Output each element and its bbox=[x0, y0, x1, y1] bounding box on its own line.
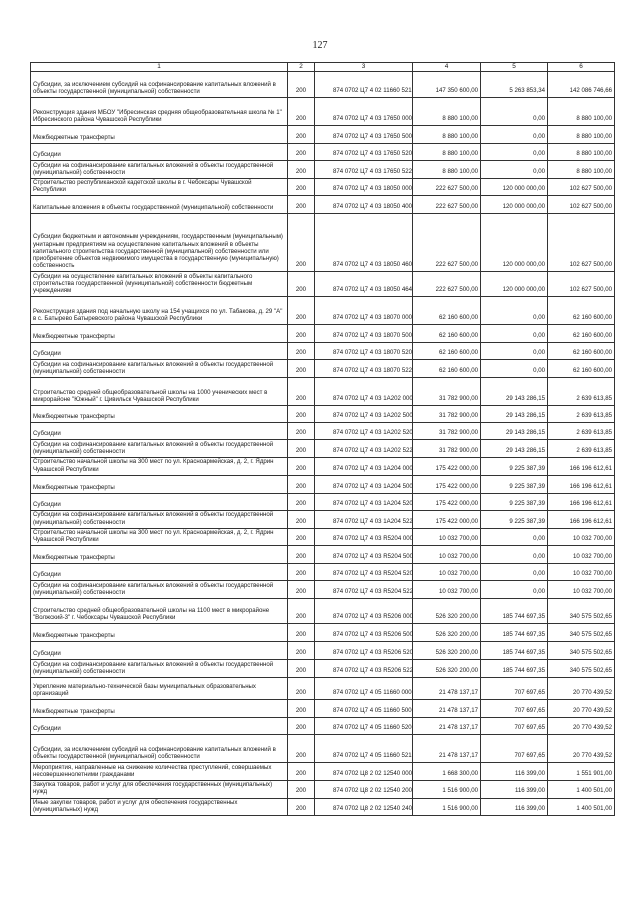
table-row bbox=[31, 144, 615, 161]
row-classifier-code: 874 0702 Ц7 4 03 R5204 520 bbox=[315, 564, 413, 581]
row-classifier-code: 874 0702 Ц7 4 03 R5204 500 bbox=[315, 546, 413, 564]
row-value-col4: 175 422 000,00 bbox=[413, 475, 481, 493]
row-name: Укрепление материально-технической базы муниципальных образовательных организаций bbox=[31, 678, 288, 700]
table-row bbox=[31, 297, 615, 325]
table-row bbox=[31, 718, 615, 735]
row-value-col6: 8 880 100,00 bbox=[548, 98, 615, 126]
row-value-col4: 21 478 137,17 bbox=[413, 735, 481, 763]
row-value-col6: 20 770 439,52 bbox=[548, 700, 615, 718]
table-row bbox=[31, 510, 615, 528]
row-value-col5: 185 744 697,35 bbox=[481, 660, 548, 678]
row-name: Реконструкция здания под начальную школу на 154 учащихся по ул. Табакова, д. 29 "А" в с. Батырево Батыревского района Чувашской Республики bbox=[31, 297, 288, 325]
row-value-col6: 10 032 700,00 bbox=[548, 564, 615, 581]
page-number: 127 bbox=[312, 40, 328, 51]
row-value-col4: 526 320 200,00 bbox=[413, 624, 481, 642]
row-classifier-code: 874 0702 Ц7 4 03 1А202 522 bbox=[315, 440, 413, 458]
row-value-col4: 175 422 000,00 bbox=[413, 493, 481, 510]
row-classifier-code: 874 0702 Ц7 4 03 18050 000 bbox=[315, 179, 413, 196]
row-value-col5: 116 399,00 bbox=[481, 763, 548, 781]
row-value-col6: 1 400 501,00 bbox=[548, 781, 615, 798]
row-classifier-code: 874 0702 Ц7 4 03 18070 500 bbox=[315, 325, 413, 343]
row-value-col6: 2 639 613,85 bbox=[548, 440, 615, 458]
table-header bbox=[31, 63, 615, 72]
table-row bbox=[31, 378, 615, 406]
table-row bbox=[31, 179, 615, 196]
row-value-col4: 1 516 900,00 bbox=[413, 798, 481, 815]
row-value-col4: 21 478 137,17 bbox=[413, 700, 481, 718]
table-row bbox=[31, 546, 615, 564]
row-classifier-code: 874 0702 Ц7 4 05 11660 500 bbox=[315, 700, 413, 718]
row-value-col5: 29 143 286,15 bbox=[481, 440, 548, 458]
row-code: 200 bbox=[288, 325, 315, 343]
row-value-col5: 0,00 bbox=[481, 564, 548, 581]
row-value-col6: 20 770 439,52 bbox=[548, 718, 615, 735]
table-row bbox=[31, 763, 615, 781]
row-value-col6: 20 770 439,52 bbox=[548, 678, 615, 700]
row-name: Субсидии на софинансирование капитальных вложений в объекты государственной (муниципальной) собственности bbox=[31, 581, 288, 599]
row-classifier-code: 874 0702 Ц7 4 03 17650 000 bbox=[315, 98, 413, 126]
row-value-col5: 0,00 bbox=[481, 126, 548, 144]
header-col-4: 4 bbox=[413, 63, 481, 72]
row-value-col4: 62 160 600,00 bbox=[413, 343, 481, 360]
row-classifier-code: 874 0702 Ц7 4 03 R5206 520 bbox=[315, 642, 413, 660]
row-value-col5: 29 143 286,15 bbox=[481, 423, 548, 440]
table-row bbox=[31, 798, 615, 815]
row-name: Межбюджетные трансферты bbox=[31, 475, 288, 493]
row-code: 200 bbox=[288, 196, 315, 214]
row-code: 200 bbox=[288, 700, 315, 718]
row-value-col6: 62 160 600,00 bbox=[548, 360, 615, 378]
row-value-col5: 120 000 000,00 bbox=[481, 196, 548, 214]
row-classifier-code: 874 0702 Ц7 4 03 1А204 520 bbox=[315, 493, 413, 510]
row-code: 200 bbox=[288, 161, 315, 179]
row-name: Строительство средней общеобразовательной школы на 1000 ученических мест в микрорайоне "Южный" г. Цивильск Чувашской Республики bbox=[31, 378, 288, 406]
row-value-col6: 1 400 501,00 bbox=[548, 798, 615, 815]
row-value-col5: 5 263 853,34 bbox=[481, 72, 548, 98]
row-value-col5: 185 744 697,35 bbox=[481, 642, 548, 660]
row-classifier-code: 874 0702 Ц8 2 02 12540 240 bbox=[315, 798, 413, 815]
table-row bbox=[31, 272, 615, 297]
table-row bbox=[31, 72, 615, 98]
row-classifier-code: 874 0702 Ц7 4 03 18050 460 bbox=[315, 214, 413, 272]
row-value-col6: 102 627 500,00 bbox=[548, 196, 615, 214]
table-row bbox=[31, 700, 615, 718]
row-value-col5: 0,00 bbox=[481, 546, 548, 564]
table-row bbox=[31, 196, 615, 214]
header-col-3: 3 bbox=[315, 63, 413, 72]
row-name: Субсидии bbox=[31, 642, 288, 660]
header-col-6: 6 bbox=[548, 63, 615, 72]
row-value-col6: 10 032 700,00 bbox=[548, 581, 615, 599]
row-name: Субсидии, за исключением субсидий на софинансирование капитальных вложений в объекты государственной (муниципальной) собственности bbox=[31, 735, 288, 763]
table-row bbox=[31, 161, 615, 179]
row-name: Субсидии на софинансирование капитальных вложений в объекты государственной (муниципальной) собственности bbox=[31, 161, 288, 179]
row-value-col6: 2 639 613,85 bbox=[548, 378, 615, 406]
row-classifier-code: 874 0702 Ц7 4 03 1А204 000 bbox=[315, 458, 413, 475]
row-code: 200 bbox=[288, 735, 315, 763]
row-value-col6: 102 627 500,00 bbox=[548, 214, 615, 272]
row-value-col4: 31 782 900,00 bbox=[413, 440, 481, 458]
row-name: Субсидии на софинансирование капитальных вложений в объекты государственной (муниципальной) собственности bbox=[31, 440, 288, 458]
row-value-col5: 0,00 bbox=[481, 161, 548, 179]
row-classifier-code: 874 0702 Ц7 4 03 R5204 000 bbox=[315, 528, 413, 545]
row-value-col6: 102 627 500,00 bbox=[548, 272, 615, 297]
row-classifier-code: 874 0702 Ц7 4 03 R5206 522 bbox=[315, 660, 413, 678]
row-classifier-code: 874 0702 Ц8 2 02 12540 200 bbox=[315, 781, 413, 798]
row-name: Строительство республиканской кадетской школы в г. Чебоксары Чувашской Республики bbox=[31, 179, 288, 196]
row-name: Субсидии бюджетным и автономным учреждениям, государственным (муниципальным) унитарным предприятиям на осуществление капитальных вложений в объекты капитального строительства государственной (муниципальной) собственности или приобретение объектов недвижимого имущества в государственную (муниципальную) собственность bbox=[31, 214, 288, 272]
row-classifier-code: 874 0702 Ц7 4 03 18050 400 bbox=[315, 196, 413, 214]
row-name: Субсидии на софинансирование капитальных вложений в объекты государственной (муниципальной) собственности bbox=[31, 660, 288, 678]
row-value-col6: 142 086 746,66 bbox=[548, 72, 615, 98]
budget-table bbox=[30, 62, 615, 816]
row-classifier-code: 874 0702 Ц7 4 03 1А202 000 bbox=[315, 378, 413, 406]
row-value-col4: 526 320 200,00 bbox=[413, 599, 481, 624]
table-row bbox=[31, 581, 615, 599]
row-value-col6: 8 880 100,00 bbox=[548, 126, 615, 144]
row-value-col4: 222 627 500,00 bbox=[413, 196, 481, 214]
row-value-col5: 0,00 bbox=[481, 528, 548, 545]
row-value-col5: 120 000 000,00 bbox=[481, 179, 548, 196]
row-value-col5: 120 000 000,00 bbox=[481, 272, 548, 297]
row-name: Субсидии bbox=[31, 343, 288, 360]
row-value-col6: 166 196 612,61 bbox=[548, 493, 615, 510]
row-name: Реконструкция здания МБОУ "Ибресинская средняя общеобразовательная школа № 1" Ибресинского района Чувашской Республики bbox=[31, 98, 288, 126]
row-value-col5: 707 697,65 bbox=[481, 678, 548, 700]
row-classifier-code: 874 0702 Ц7 4 03 17650 522 bbox=[315, 161, 413, 179]
table-row bbox=[31, 781, 615, 798]
row-value-col4: 147 350 600,00 bbox=[413, 72, 481, 98]
row-code: 200 bbox=[288, 581, 315, 599]
row-value-col4: 10 032 700,00 bbox=[413, 546, 481, 564]
row-name: Закупка товаров, работ и услуг для обеспечения государственных (муниципальных) нужд bbox=[31, 781, 288, 798]
row-value-col4: 31 782 900,00 bbox=[413, 378, 481, 406]
row-code: 200 bbox=[288, 781, 315, 798]
row-name: Межбюджетные трансферты bbox=[31, 126, 288, 144]
table-row bbox=[31, 624, 615, 642]
row-value-col6: 2 639 613,85 bbox=[548, 423, 615, 440]
row-value-col6: 166 196 612,61 bbox=[548, 475, 615, 493]
row-value-col5: 9 225 387,39 bbox=[481, 510, 548, 528]
table-row bbox=[31, 678, 615, 700]
row-code: 200 bbox=[288, 475, 315, 493]
row-name: Иные закупки товаров, работ и услуг для обеспечения государственных (муниципальных) нужд bbox=[31, 798, 288, 815]
row-value-col5: 29 143 286,15 bbox=[481, 378, 548, 406]
table-row bbox=[31, 493, 615, 510]
header-row bbox=[31, 63, 615, 72]
row-value-col4: 8 880 100,00 bbox=[413, 98, 481, 126]
table-row bbox=[31, 98, 615, 126]
table-row bbox=[31, 325, 615, 343]
row-code: 200 bbox=[288, 528, 315, 545]
row-value-col4: 222 627 500,00 bbox=[413, 214, 481, 272]
table-row bbox=[31, 735, 615, 763]
row-classifier-code: 874 0702 Ц7 4 03 1А204 522 bbox=[315, 510, 413, 528]
row-value-col4: 526 320 200,00 bbox=[413, 642, 481, 660]
table-row bbox=[31, 406, 615, 423]
row-code: 200 bbox=[288, 360, 315, 378]
row-value-col4: 222 627 500,00 bbox=[413, 272, 481, 297]
row-name: Межбюджетные трансферты bbox=[31, 624, 288, 642]
row-name: Межбюджетные трансферты bbox=[31, 406, 288, 423]
table-row bbox=[31, 458, 615, 475]
row-code: 200 bbox=[288, 678, 315, 700]
row-value-col5: 0,00 bbox=[481, 343, 548, 360]
row-name: Межбюджетные трансферты bbox=[31, 546, 288, 564]
row-value-col6: 340 575 502,65 bbox=[548, 624, 615, 642]
row-code: 200 bbox=[288, 493, 315, 510]
row-value-col4: 10 032 700,00 bbox=[413, 528, 481, 545]
row-value-col5: 9 225 387,39 bbox=[481, 475, 548, 493]
row-value-col4: 10 032 700,00 bbox=[413, 564, 481, 581]
row-value-col6: 166 196 612,61 bbox=[548, 458, 615, 475]
table-row bbox=[31, 343, 615, 360]
row-classifier-code: 874 0702 Ц7 4 02 11660 521 bbox=[315, 72, 413, 98]
row-code: 200 bbox=[288, 272, 315, 297]
row-value-col6: 2 639 613,85 bbox=[548, 406, 615, 423]
row-classifier-code: 874 0702 Ц7 4 03 17650 520 bbox=[315, 144, 413, 161]
row-value-col6: 10 032 700,00 bbox=[548, 528, 615, 545]
row-value-col4: 8 880 100,00 bbox=[413, 144, 481, 161]
table-row bbox=[31, 660, 615, 678]
row-value-col5: 707 697,65 bbox=[481, 718, 548, 735]
row-value-col5: 9 225 387,39 bbox=[481, 458, 548, 475]
header-col-1: 1 bbox=[31, 63, 288, 72]
row-value-col4: 1 516 900,00 bbox=[413, 781, 481, 798]
row-name: Субсидии bbox=[31, 718, 288, 735]
row-classifier-code: 874 0702 Ц7 4 05 11660 000 bbox=[315, 678, 413, 700]
row-value-col4: 10 032 700,00 bbox=[413, 581, 481, 599]
row-value-col4: 8 880 100,00 bbox=[413, 126, 481, 144]
row-code: 200 bbox=[288, 624, 315, 642]
row-value-col4: 31 782 900,00 bbox=[413, 423, 481, 440]
row-value-col4: 1 668 300,00 bbox=[413, 763, 481, 781]
row-code: 200 bbox=[288, 423, 315, 440]
row-value-col6: 340 575 502,65 bbox=[548, 642, 615, 660]
row-name: Капитальные вложения в объекты государственной (муниципальной) собственности bbox=[31, 196, 288, 214]
row-classifier-code: 874 0702 Ц8 2 02 12540 000 bbox=[315, 763, 413, 781]
row-value-col5: 0,00 bbox=[481, 360, 548, 378]
header-col-5: 5 bbox=[481, 63, 548, 72]
row-name: Мероприятия, направленные на снижение количества преступлений, совершаемых несовершеннолетними гражданами bbox=[31, 763, 288, 781]
row-value-col4: 175 422 000,00 bbox=[413, 510, 481, 528]
row-value-col5: 9 225 387,39 bbox=[481, 493, 548, 510]
row-value-col6: 166 196 612,61 bbox=[548, 510, 615, 528]
table-row bbox=[31, 599, 615, 624]
row-value-col4: 8 880 100,00 bbox=[413, 161, 481, 179]
row-value-col6: 8 880 100,00 bbox=[548, 161, 615, 179]
row-name: Субсидии bbox=[31, 564, 288, 581]
row-classifier-code: 874 0702 Ц7 4 03 18050 464 bbox=[315, 272, 413, 297]
row-name: Межбюджетные трансферты bbox=[31, 325, 288, 343]
row-value-col5: 116 399,00 bbox=[481, 798, 548, 815]
row-classifier-code: 874 0702 Ц7 4 03 R5206 000 bbox=[315, 599, 413, 624]
row-classifier-code: 874 0702 Ц7 4 03 17650 500 bbox=[315, 126, 413, 144]
row-code: 200 bbox=[288, 510, 315, 528]
row-value-col5: 0,00 bbox=[481, 297, 548, 325]
row-name: Субсидии, за исключением субсидий на софинансирование капитальных вложений в объекты государственной (муниципальной) собственности bbox=[31, 72, 288, 98]
row-classifier-code: 874 0702 Ц7 4 05 11660 520 bbox=[315, 718, 413, 735]
row-name: Строительство начальной школы на 300 мест по ул. Красноармейская, д. 2, г. Ядрин Чувашской Республики bbox=[31, 458, 288, 475]
row-value-col4: 21 478 137,17 bbox=[413, 718, 481, 735]
table-row bbox=[31, 475, 615, 493]
row-value-col6: 102 627 500,00 bbox=[548, 179, 615, 196]
row-code: 200 bbox=[288, 72, 315, 98]
table-row bbox=[31, 423, 615, 440]
row-value-col6: 8 880 100,00 bbox=[548, 144, 615, 161]
row-classifier-code: 874 0702 Ц7 4 03 R5204 522 bbox=[315, 581, 413, 599]
row-code: 200 bbox=[288, 214, 315, 272]
header-col-2: 2 bbox=[288, 63, 315, 72]
row-code: 200 bbox=[288, 798, 315, 815]
row-value-col5: 185 744 697,35 bbox=[481, 599, 548, 624]
row-value-col6: 62 160 600,00 bbox=[548, 297, 615, 325]
row-code: 200 bbox=[288, 599, 315, 624]
row-code: 200 bbox=[288, 297, 315, 325]
row-value-col6: 1 551 901,00 bbox=[548, 763, 615, 781]
row-value-col5: 707 697,65 bbox=[481, 735, 548, 763]
table-row bbox=[31, 642, 615, 660]
row-value-col5: 120 000 000,00 bbox=[481, 214, 548, 272]
row-code: 200 bbox=[288, 343, 315, 360]
row-name: Субсидии bbox=[31, 144, 288, 161]
table-body bbox=[31, 72, 615, 816]
row-value-col4: 31 782 900,00 bbox=[413, 406, 481, 423]
row-code: 200 bbox=[288, 458, 315, 475]
row-code: 200 bbox=[288, 406, 315, 423]
row-name: Строительство начальной школы на 300 мест по ул. Красноармейская, д. 2, г. Ядрин Чувашской Республики bbox=[31, 528, 288, 545]
row-value-col4: 175 422 000,00 bbox=[413, 458, 481, 475]
table-row bbox=[31, 564, 615, 581]
row-code: 200 bbox=[288, 763, 315, 781]
table-row bbox=[31, 214, 615, 272]
row-value-col4: 62 160 600,00 bbox=[413, 325, 481, 343]
row-name: Субсидии bbox=[31, 423, 288, 440]
row-value-col5: 116 399,00 bbox=[481, 781, 548, 798]
row-classifier-code: 874 0702 Ц7 4 03 1А202 500 bbox=[315, 406, 413, 423]
row-code: 200 bbox=[288, 546, 315, 564]
row-value-col5: 0,00 bbox=[481, 581, 548, 599]
table-row bbox=[31, 126, 615, 144]
row-code: 200 bbox=[288, 126, 315, 144]
row-classifier-code: 874 0702 Ц7 4 03 1А202 520 bbox=[315, 423, 413, 440]
row-value-col6: 10 032 700,00 bbox=[548, 546, 615, 564]
row-value-col4: 62 160 600,00 bbox=[413, 360, 481, 378]
row-value-col6: 340 575 502,65 bbox=[548, 660, 615, 678]
row-value-col5: 0,00 bbox=[481, 144, 548, 161]
row-value-col4: 62 160 600,00 bbox=[413, 297, 481, 325]
row-value-col4: 526 320 200,00 bbox=[413, 660, 481, 678]
row-classifier-code: 874 0702 Ц7 4 03 18070 520 bbox=[315, 343, 413, 360]
row-value-col4: 222 627 500,00 bbox=[413, 179, 481, 196]
row-name: Субсидии на софинансирование капитальных вложений в объекты государственной (муниципальной) собственности bbox=[31, 360, 288, 378]
row-value-col5: 29 143 286,15 bbox=[481, 406, 548, 423]
row-code: 200 bbox=[288, 98, 315, 126]
row-value-col5: 707 697,65 bbox=[481, 700, 548, 718]
row-classifier-code: 874 0702 Ц7 4 03 1А204 500 bbox=[315, 475, 413, 493]
row-value-col6: 20 770 439,52 bbox=[548, 735, 615, 763]
row-value-col6: 62 160 600,00 bbox=[548, 343, 615, 360]
table-row bbox=[31, 528, 615, 545]
row-value-col6: 62 160 600,00 bbox=[548, 325, 615, 343]
row-code: 200 bbox=[288, 144, 315, 161]
table-row bbox=[31, 440, 615, 458]
row-value-col5: 0,00 bbox=[481, 325, 548, 343]
row-code: 200 bbox=[288, 660, 315, 678]
row-value-col5: 185 744 697,35 bbox=[481, 624, 548, 642]
row-value-col6: 340 575 502,65 bbox=[548, 599, 615, 624]
row-classifier-code: 874 0702 Ц7 4 03 18070 522 bbox=[315, 360, 413, 378]
row-classifier-code: 874 0702 Ц7 4 03 18070 000 bbox=[315, 297, 413, 325]
row-classifier-code: 874 0702 Ц7 4 03 R5206 500 bbox=[315, 624, 413, 642]
row-value-col5: 0,00 bbox=[481, 98, 548, 126]
row-code: 200 bbox=[288, 179, 315, 196]
table-row bbox=[31, 360, 615, 378]
row-code: 200 bbox=[288, 564, 315, 581]
row-code: 200 bbox=[288, 718, 315, 735]
row-name: Субсидии на софинансирование капитальных вложений в объекты государственной (муниципальной) собственности bbox=[31, 510, 288, 528]
row-name: Субсидии на осуществление капитальных вложений в объекты капитального строительства государственной (муниципальной) собственности бюджетным учреждениям bbox=[31, 272, 288, 297]
row-code: 200 bbox=[288, 642, 315, 660]
row-code: 200 bbox=[288, 378, 315, 406]
row-name: Межбюджетные трансферты bbox=[31, 700, 288, 718]
row-name: Субсидии bbox=[31, 493, 288, 510]
row-value-col4: 21 478 137,17 bbox=[413, 678, 481, 700]
row-classifier-code: 874 0702 Ц7 4 05 11660 521 bbox=[315, 735, 413, 763]
row-name: Строительство средней общеобразовательной школы на 1100 мест в микрорайоне "Волжский-3" г. Чебоксары Чувашской Республики bbox=[31, 599, 288, 624]
row-code: 200 bbox=[288, 440, 315, 458]
